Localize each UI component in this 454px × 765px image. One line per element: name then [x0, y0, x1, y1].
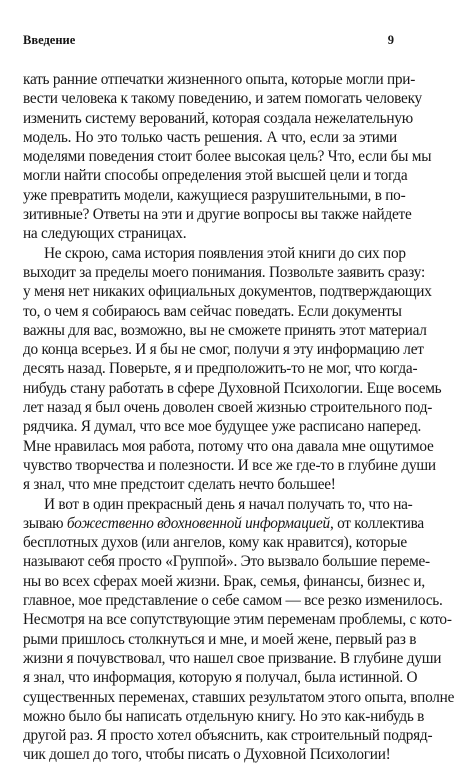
text-line	[23, 514, 424, 533]
text-line	[23, 263, 425, 282]
text-line	[23, 552, 430, 571]
text-segment: Не скрою, сама история появления этой книги до сих пор	[44, 244, 406, 262]
text-line	[23, 649, 442, 668]
text-segment: И вот в один прекрасный день я начал получать то, что на-	[44, 495, 413, 513]
text-segment: чувство творчества и полезности. И все же где-то в глубине души	[23, 456, 436, 474]
text-line	[23, 495, 413, 514]
text-line	[23, 437, 434, 456]
text-line	[23, 630, 417, 649]
text-segment: выходит за пределы моего понимания. Позвольте заявить сразу:	[23, 263, 425, 281]
text-line	[23, 359, 418, 378]
text-segment: другой раз. Я просто хотел объяснить, как строительный подряд-	[23, 727, 433, 745]
text-segment: называют себя просто «Группой». Это вызвало большие переме-	[23, 553, 430, 571]
text-line	[23, 89, 422, 108]
text-segment: жизни я почувствовал, что нашел свое призвание. В глубине души	[23, 649, 442, 667]
page-number: 9	[387, 33, 394, 47]
text-line	[23, 147, 432, 166]
text-line	[23, 244, 406, 263]
text-segment: нибудь стану работать в сфере Духовной Психологии. Еще восемь	[23, 379, 442, 397]
text-line	[23, 475, 397, 494]
text-segment: изменить систему верований, которая создала нежелательную	[23, 109, 413, 127]
text-line	[23, 417, 422, 436]
text-segment: десять назад. Поверьте, я и предположить-то не мог, что когда-	[23, 360, 418, 378]
text-segment: могли найти способы определения этой высшей цели и тогда	[23, 167, 408, 185]
text-segment: можно было бы написать отдельную книгу. Но это как-нибудь в	[23, 707, 425, 725]
text-line	[23, 128, 397, 147]
text-segment: у меня нет никаких официальных документов, подтверждающих	[23, 283, 432, 301]
chapter-title: Введение	[23, 33, 76, 47]
text-line	[23, 688, 454, 707]
text-segment: , от коллектива	[329, 514, 424, 532]
text-line	[23, 70, 416, 89]
text-line	[23, 707, 425, 726]
text-segment: бесплотных духов (или ангелов, кому как нравится), которые	[23, 534, 407, 552]
text-line	[23, 282, 432, 301]
text-segment: вести человека к такому поведению, и затем помогать человеку	[23, 90, 422, 108]
text-segment: существенных переменах, ставших результатом этого опыта, вполне	[23, 688, 454, 706]
text-line	[23, 533, 407, 552]
text-line	[23, 321, 427, 340]
text-line	[23, 610, 452, 629]
text-segment: уже превратить модели, кажущиеся разрушительными, в по-	[23, 186, 406, 204]
text-segment: то, о чем я собираюсь вам сейчас поведать. Если документы	[23, 302, 402, 320]
text-line	[23, 109, 413, 128]
text-line	[23, 456, 436, 475]
text-line	[23, 398, 433, 417]
text-segment: Мне нравилась моя работа, потому что она давала мне ощутимое	[23, 437, 434, 455]
text-segment: я знал, что информация, которую я получал, была истинной. О	[23, 669, 418, 687]
text-line	[23, 186, 406, 205]
text-line	[23, 668, 418, 687]
text-line	[23, 591, 443, 610]
text-segment: рядчика. Я думал, что все мое будущее уже расписано наперед.	[23, 418, 422, 436]
text-line	[23, 726, 433, 745]
text-segment: ны во всех сферах моей жизни. Брак, семья, финансы, бизнес и,	[23, 572, 425, 590]
body-text	[23, 70, 454, 765]
text-line	[23, 224, 397, 243]
text-segment: чик дошел до того, чтобы писать о Духовной Психологии!	[23, 746, 391, 764]
text-segment: рыми пришлось столкнуться и мне, и моей жене, первый раз в	[23, 630, 417, 648]
text-segment: модель. Но это только часть решения. А что, если за этими	[23, 128, 397, 146]
text-line	[23, 745, 397, 764]
text-segment: главное, мое представление о себе самом — все резко изменилось.	[23, 592, 443, 610]
text-segment: важны для вас, возможно, вы не сможете принять этот материал	[23, 321, 427, 339]
italic-phrase: божественно вдохновенной информацией	[66, 514, 330, 532]
text-segment: до конца всерьез. И я бы не смог, получи я эту информацию лет	[23, 341, 424, 359]
text-segment: лет назад я был очень доволен своей жизнью строительного под-	[23, 399, 433, 417]
text-line	[23, 340, 424, 359]
text-line	[23, 205, 412, 224]
text-segment: кать ранние отпечатки жизненного опыта, которые могли при-	[23, 71, 416, 88]
text-segment: на следующих страницах.	[23, 225, 187, 243]
text-line	[23, 379, 442, 398]
text-segment: моделями поведения стоит более высокая цель? Что, если бы мы	[23, 148, 432, 166]
text-line	[23, 572, 425, 591]
text-line	[23, 302, 402, 321]
text-segment: Несмотря на все сопутствующие этим переменам проблемы, с кото-	[23, 611, 452, 629]
text-line	[23, 166, 408, 185]
text-segment: я знал, что мне предстоит сделать нечто большее!	[23, 476, 336, 494]
text-segment: зитивные? Ответы на эти и другие вопросы вы также найдете	[23, 206, 412, 224]
text-segment: зываю	[23, 514, 67, 532]
